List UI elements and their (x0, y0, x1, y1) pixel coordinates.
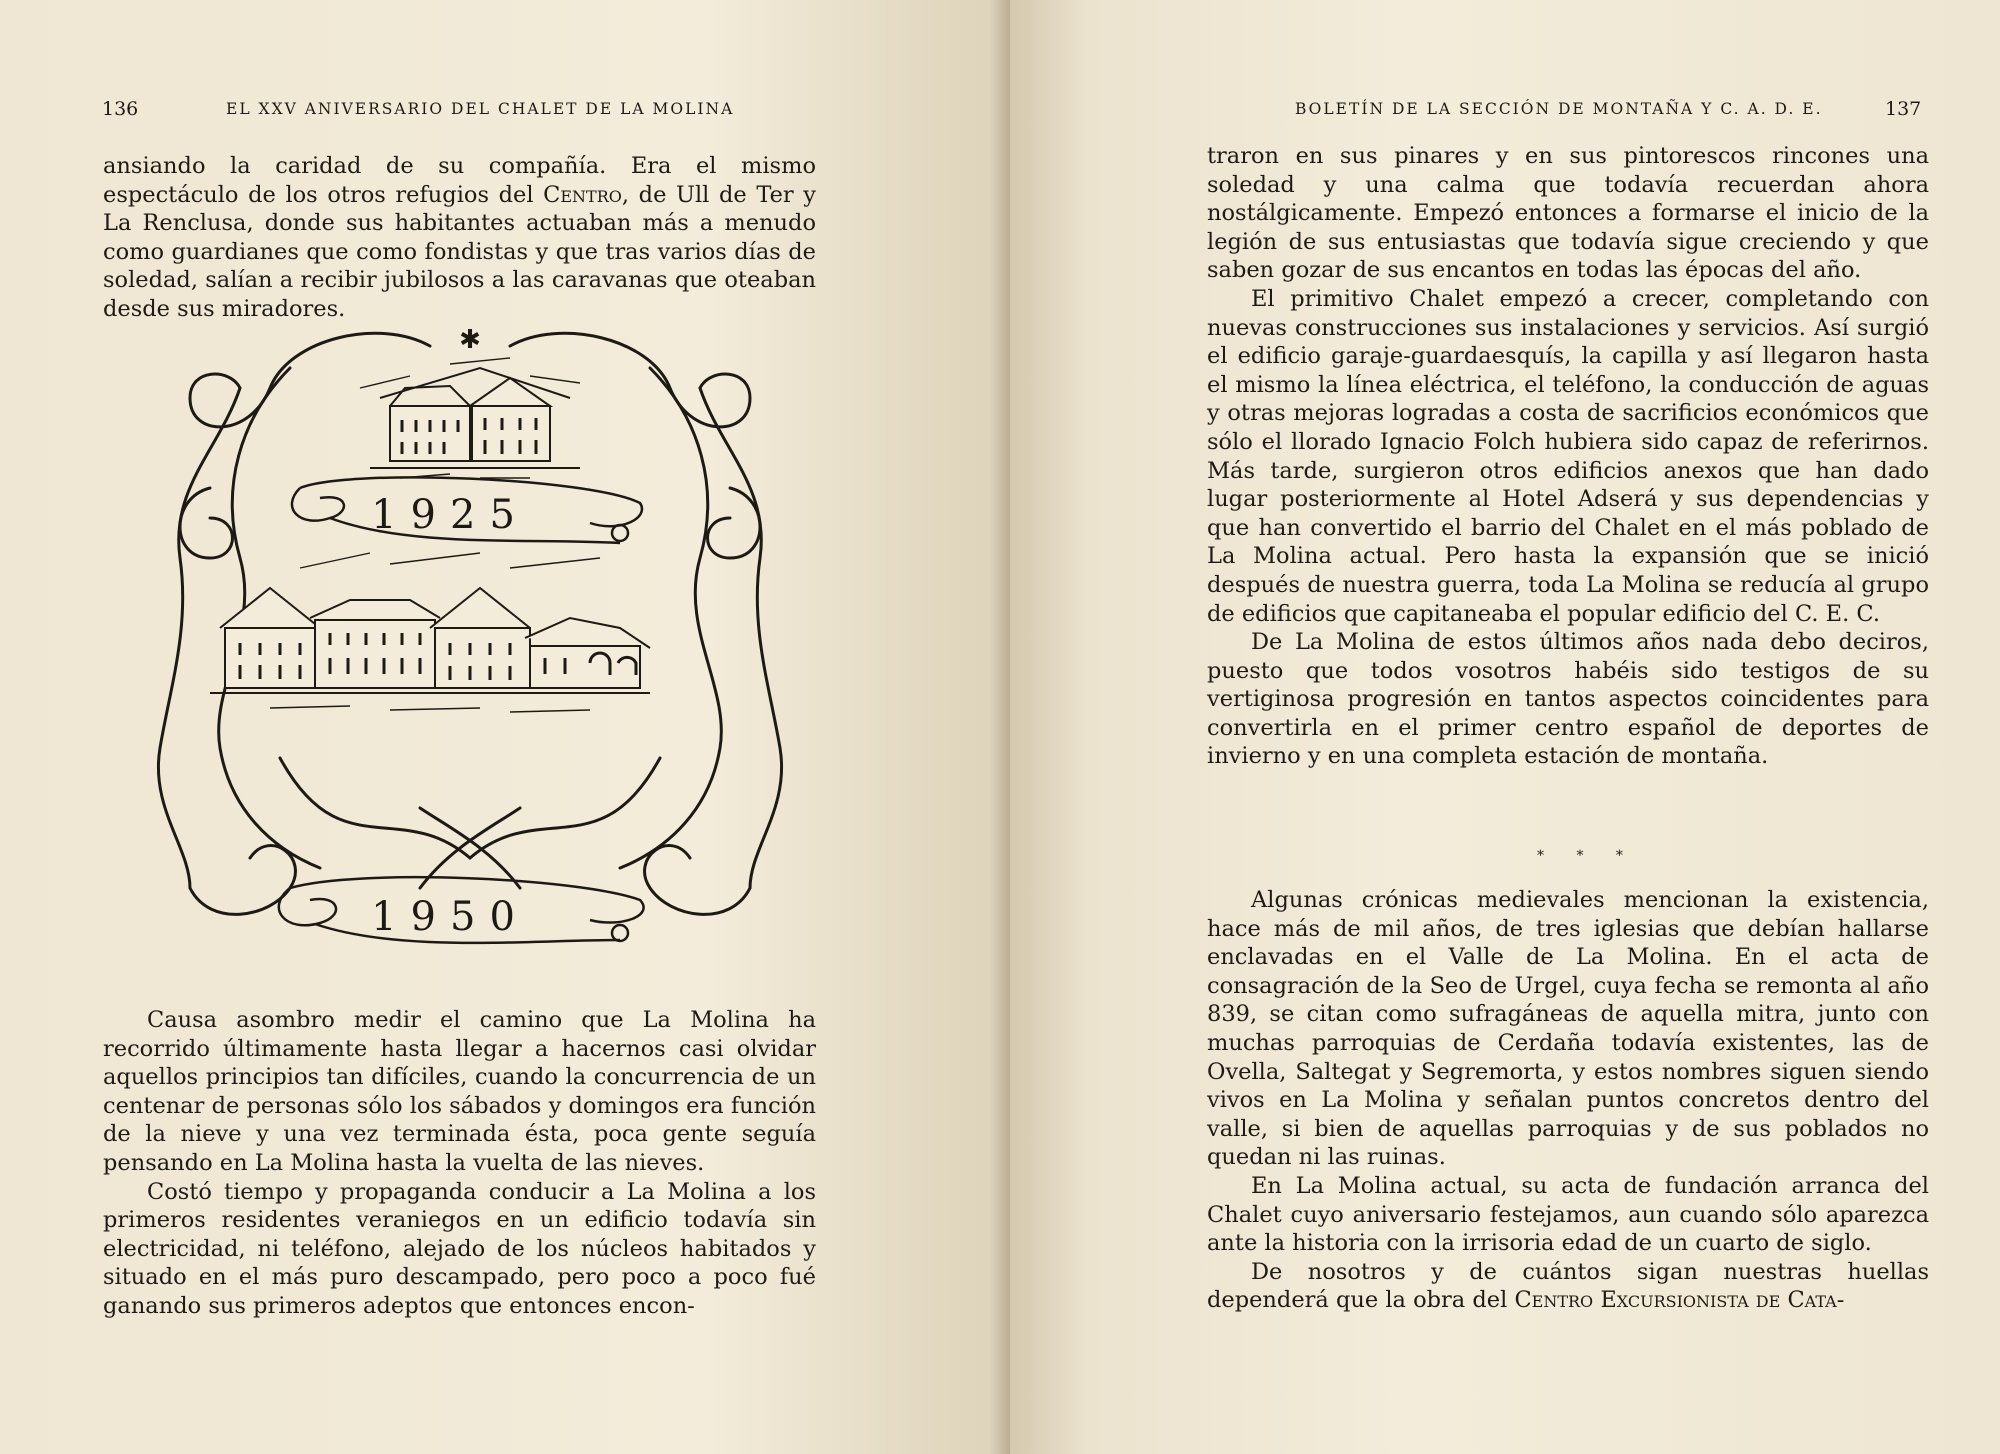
intro-suffix: , de Ull de Ter y La Renclusa, donde sus habitantes actuaban más a menudo como guardianes que como fondistas y que tras varios días de soledad, salían a recibir jubilosos a las caravanas que oteaban desde sus miradores. (103, 181, 816, 322)
left-paragraph-2: Causa asombro medir el camino que La Molina ha recorrido últimamente hasta llegar a hacernos casi olvidar aquellos principios tan difíciles, cuando la concurrencia de un centenar de personas sólo los sábados y domingos era función de la nieve y una vez terminada ésta, poca gente seguía pensando en La Molina hasta la vuelta de las nieves. (103, 1007, 816, 1176)
right-bottom-text (1207, 886, 1929, 1315)
frame-right-side (700, 388, 782, 888)
chalet-1950-drawing (210, 553, 650, 712)
right-paragraph-1: traron en sus pinares y en sus pintorescos rincones una soledad y una calma que todavía recuerdan ahora nostálgicamente. Empezó entonces a formarse el inicio de la legión de sus entusiastas que todavía sigue creciendo y que saben gozar de sus encantos en todas las épocas del año. (1207, 143, 1929, 284)
frame-bottom-x-left (420, 808, 520, 888)
year-1925: 1925 (371, 492, 529, 538)
running-header-right: BOLETÍN DE LA SECCIÓN DE MONTAÑA Y C. A. D. E. (1295, 100, 1823, 118)
left-intro-text (103, 152, 816, 324)
frame-loop-right (708, 488, 761, 558)
chalet-anniversary-illustration (150, 328, 790, 968)
intro-centro: Centro (543, 181, 622, 208)
running-header-left: EL XXV ANIVERSARIO DEL CHALET DE LA MOLINA (226, 100, 735, 118)
right-top-text (1207, 142, 1929, 771)
frame-bottom-swash (280, 758, 660, 858)
section-asterism: * * * (1537, 848, 1637, 864)
left-bottom-text (103, 1006, 816, 1321)
frame-scroll-right-lower (645, 846, 750, 915)
star-ornament: ✱ (459, 328, 481, 355)
right-paragraph-6-prefix: De nosotros y de cuántos sigan nuestras huellas dependerá que la obra del (1207, 1258, 1929, 1314)
chalet-1925-drawing (360, 358, 580, 478)
right-paragraph-6-centro: Centro Excursionista de Cata- (1514, 1287, 1845, 1314)
right-paragraph-4: Algunas crónicas medievales mencionan la existencia, hace más de mil años, de tres iglesias que debían hallarse enclavadas en el Valle de La Molina. En el acta de consagración de la Seo de Urgel, cuya fecha se remonta al año 839, se citan como sufragáneas de aquella mitra, junto con muchas parroquias de Cerdaña todavía existentes, las de Ovella, Saltegat y Segremorta, y estos nombres siguen siendo vivos en La Molina y señalan puntos concretos dentro del valle, si bien de aquellas parroquias y de sus poblados no quedan ni las ruinas. (1207, 887, 1929, 1171)
frame-bottom-x-right (420, 808, 520, 888)
year-1950: 1950 (371, 894, 529, 940)
right-paragraph-2: El primitivo Chalet empezó a crecer, completando con nuevas construcciones sus instalaciones y servicios. Así surgió el edificio garaje-guardaesquís, la capilla y así llegaron hasta el mismo la línea eléctrica, el teléfono, la conducción de aguas y otras mejoras logradas a costa de sacrificios económicos que sólo el llorado Ignacio Folch hubiera sido capaz de referirnos. Más tarde, surgieron otros edificios anexos que han dado lugar posteriormente al Hotel Adserá y sus dependencias y que han convertido el barrio del Chalet en el más poblado de La Molina actual. Pero hasta la expansión que se inició después de nuestra guerra, toda La Molina se reducía al grupo de edificios que capitaneaba el popular edificio del C. E. C. (1207, 285, 1929, 627)
left-paragraph-3: Costó tiempo y propaganda conducir a La Molina a los primeros residentes veraniegos en un edificio todavía sin electricidad, ni teléfono, alejado de los núcleos habitados y situado en el más puro descampado, pero poco a poco fué ganando sus primeros adeptos que entonces encon- (103, 1178, 816, 1319)
right-paragraph-3: De La Molina de estos últimos años nada debo deciros, puesto que todos vosotros habéis sido testigos de su vertiginosa progresión en tantos aspectos coincidentes para convertirla en el primer centro español de deportes de invierno y en una completa estación de montaña. (1207, 629, 1929, 770)
right-page (1010, 0, 2000, 1454)
frame-loop-left (180, 488, 233, 558)
intro-prefix: ansiando la caridad de su compañía. Era el mismo espectáculo de los otros refugios del (103, 153, 816, 208)
right-paragraph-5: En La Molina actual, su acta de fundación arranca del Chalet cuyo aniversario festejamos, aun cuando sólo aparezca ante la historia con la irrisoria edad de un cuarto de siglo. (1207, 1172, 1929, 1257)
page-number-right: 137 (1885, 98, 1922, 120)
page-number-left: 136 (102, 98, 139, 120)
